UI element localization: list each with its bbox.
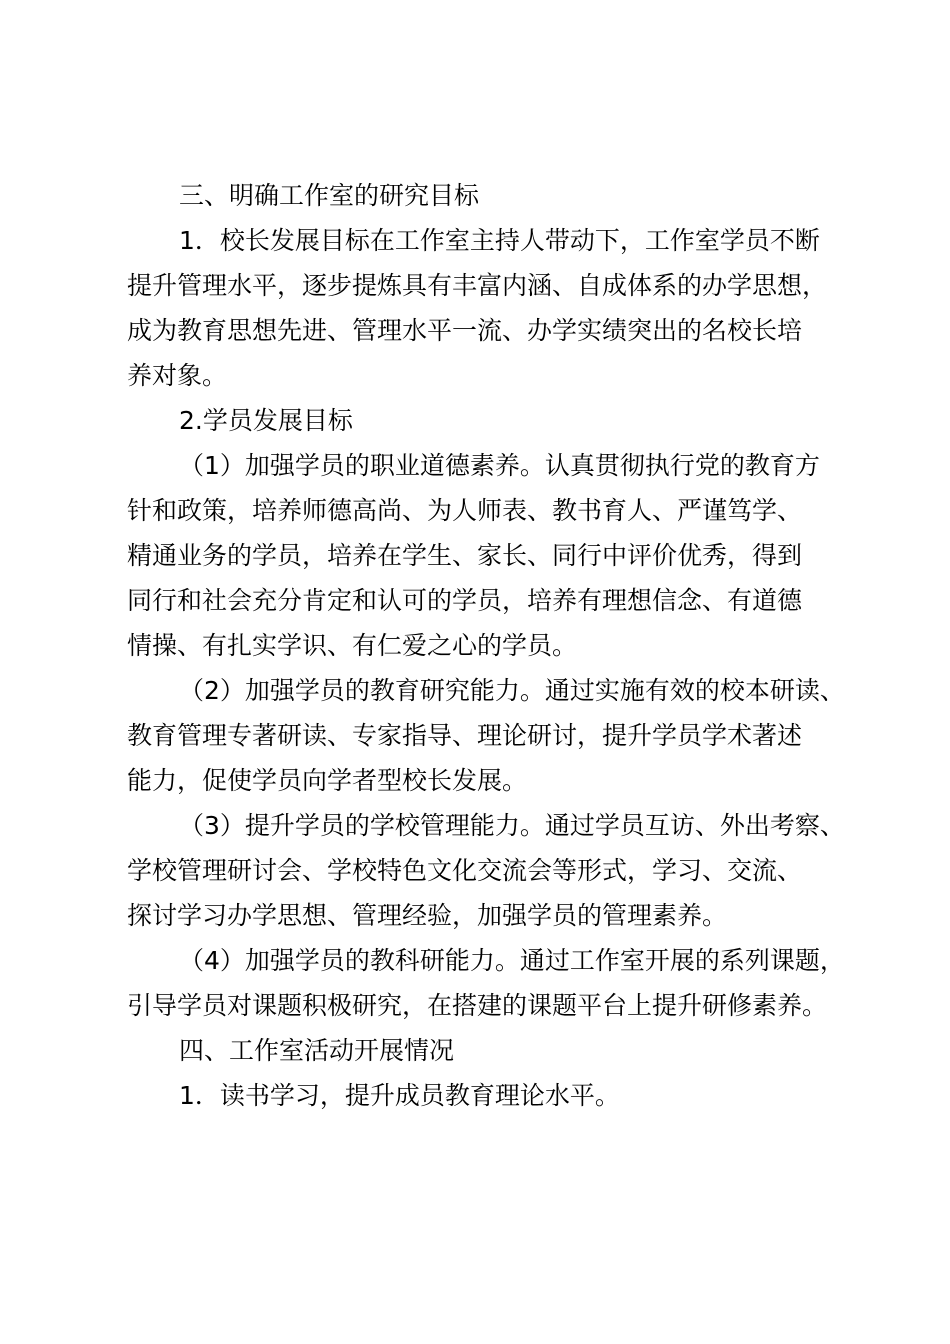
text-line: 成为教育思想先进、管理水平一流、办学实绩突出的名校长培	[127, 316, 803, 345]
subheading-trainee-goal	[127, 398, 857, 443]
text-line: 能力，促使学员向学者型校长发展。	[127, 766, 528, 795]
text-line: 引导学员对课题积极研究，在搭建的课题平台上提升研修素养。	[127, 991, 828, 1020]
paragraph-reading-study	[127, 1073, 857, 1118]
section-heading-4	[127, 1028, 857, 1073]
text-line: （2）加强学员的教育研究能力。通过实施有效的校本研读、	[179, 676, 845, 705]
text-line: 教育管理专著研读、专家指导、理论研讨，提升学员学术著述	[127, 721, 803, 750]
document-body	[127, 173, 857, 1118]
text-line: 情操、有扎实学识、有仁爱之心的学员。	[127, 631, 578, 660]
text-line: 三、明确工作室的研究目标	[179, 181, 480, 210]
paragraph-item-1	[127, 443, 857, 668]
text-line: 1．读书学习，提升成员教育理论水平。	[179, 1081, 620, 1110]
text-line: 学校管理研讨会、学校特色文化交流会等形式，学习、交流、	[127, 856, 803, 885]
text-line: （1）加强学员的职业道德素养。认真贯彻执行党的教育方	[179, 451, 820, 480]
text-line: 养对象。	[127, 361, 228, 390]
paragraph-item-4	[127, 938, 857, 1028]
paragraph-item-2	[127, 668, 857, 803]
text-line: 同行和社会充分肯定和认可的学员，培养有理想信念、有道德	[127, 586, 803, 615]
text-line: （3）提升学员的学校管理能力。通过学员互访、外出考察、	[179, 811, 845, 840]
text-line: 探讨学习办学思想、管理经验，加强学员的管理素养。	[127, 901, 728, 930]
text-line: 四、工作室活动开展情况	[179, 1036, 455, 1065]
text-line: 1．校长发展目标在工作室主持人带动下，工作室学员不断	[179, 226, 820, 255]
text-line: 2.学员发展目标	[179, 406, 353, 435]
text-line: 精通业务的学员，培养在学生、家长、同行中评价优秀，得到	[127, 541, 803, 570]
paragraph-item-3	[127, 803, 857, 938]
text-line: 针和政策，培养师德高尚、为人师表、教书育人、严谨笃学、	[127, 496, 803, 525]
text-line: 提升管理水平，逐步提炼具有丰富内涵、自成体系的办学思想，	[127, 271, 828, 300]
text-line: （4）加强学员的教科研能力。通过工作室开展的系列课题，	[179, 946, 845, 975]
section-heading-3	[127, 173, 857, 218]
paragraph-principal-goal	[127, 218, 857, 398]
